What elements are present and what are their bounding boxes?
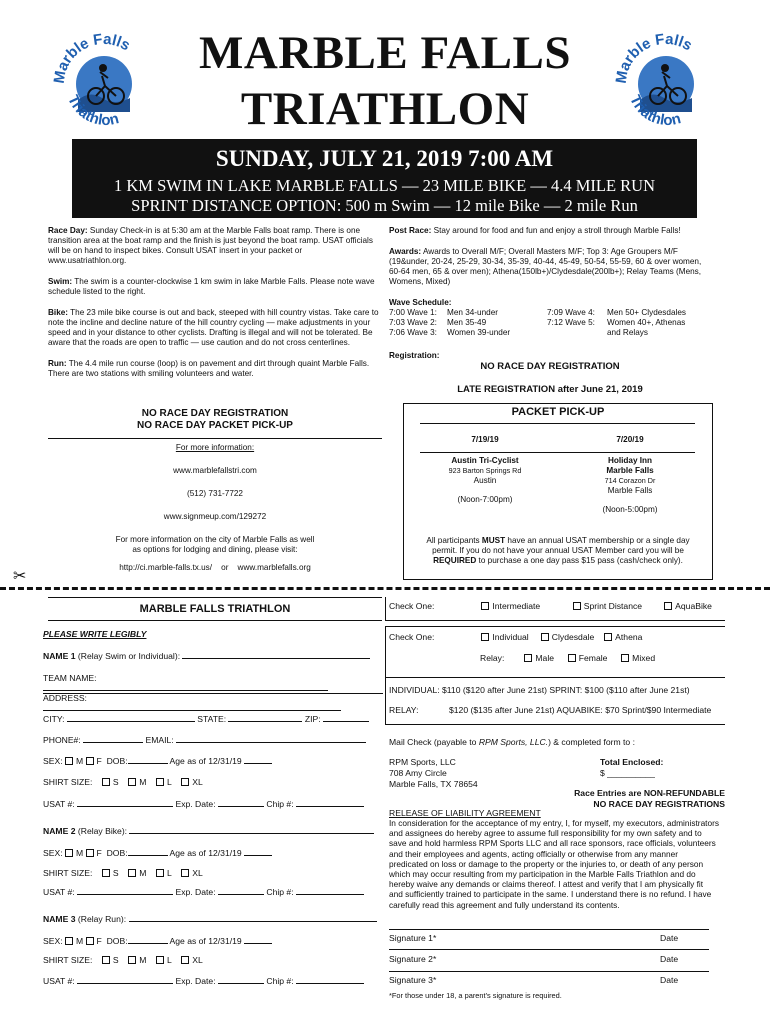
male-label: Male bbox=[535, 653, 555, 663]
usat-note-text: have an annual USAT membership or a single day bbox=[505, 536, 690, 545]
usat-note-text: All participants bbox=[426, 536, 482, 545]
shirt-xl-label: XL bbox=[192, 868, 203, 878]
shirt-s-label: S bbox=[112, 777, 119, 787]
sex-m-label: M bbox=[75, 936, 84, 946]
run-text: The 4.4 mile run course (loop) is on pavement and dirt through quaint Marble Falls. There are two stations with smiling volunteers and water. bbox=[48, 359, 370, 378]
name2-label: NAME 2 bbox=[43, 826, 76, 836]
phone-field[interactable] bbox=[83, 742, 143, 743]
chip-label: Chip #: bbox=[266, 887, 294, 897]
date-1-label: Date bbox=[660, 933, 679, 943]
email-field[interactable] bbox=[176, 742, 366, 743]
signature-2-line[interactable] bbox=[389, 949, 709, 950]
sex-m-label: M bbox=[75, 756, 84, 766]
intermediate-checkbox[interactable] bbox=[481, 602, 489, 610]
team-name-row bbox=[43, 673, 383, 693]
aquabike-label: AquaBike bbox=[675, 601, 712, 611]
more-info-heading: For more information: bbox=[175, 443, 255, 452]
no-race-day-line: NO RACE DAY REGISTRATIONS bbox=[593, 799, 725, 809]
relay-label: Relay: bbox=[480, 653, 505, 663]
usat-row-2 bbox=[43, 887, 383, 897]
zip-label: ZIP: bbox=[304, 714, 321, 724]
no-race-day-registration: NO RACE DAY REGISTRATION bbox=[141, 408, 289, 419]
usat-label: USAT #: bbox=[43, 799, 75, 809]
packet-hours-2: (Noon-5:00pm) bbox=[602, 505, 658, 514]
city-url2-link[interactable]: www.marblefalls.org bbox=[237, 563, 311, 572]
shirt-m-label: M bbox=[139, 868, 147, 878]
swim-text: The swim is a counter-clockwise 1 km swim in lake Marble Falls. Please note wave schedule listed to the right. bbox=[48, 277, 375, 296]
usat-note-text: to purchase a one day pass $15 pass (cash/check only). bbox=[476, 556, 683, 565]
packet-city-2: Marble Falls bbox=[607, 486, 653, 495]
shirt-row-3 bbox=[43, 955, 383, 965]
name2-hint: (Relay Bike): bbox=[77, 826, 128, 836]
nonrefundable-line: Race Entries are NON-REFUNDABLE bbox=[574, 788, 725, 798]
city-field[interactable] bbox=[67, 721, 195, 722]
packet-location-2b: Marble Falls bbox=[606, 466, 654, 475]
packet-location-2a: Holiday Inn bbox=[607, 456, 653, 465]
run-label: Run: bbox=[48, 359, 67, 368]
usat-label: USAT #: bbox=[43, 887, 75, 897]
packet-address-2: 714 Corazon Dr bbox=[604, 476, 656, 485]
nonrefundable-notice bbox=[520, 788, 725, 810]
usat-note-must: MUST bbox=[481, 536, 506, 545]
bike-text: The 23 mile bike course is out and back, steeped with hill country vistas. Take care to note the incline and decline nature of the hill country cycling — make adjustments in your speed and in your distance to other cyclists. Drafting is illegal and will not be tolerated. Be aware that the roads are open to traffic — use caution and do not cross centerlines. bbox=[48, 308, 379, 347]
check-one-label: Check One: bbox=[389, 601, 435, 611]
relay-fee: $120 ($135 after June 21st) AQUABIKE: $70 Sprint/$90 Intermediate bbox=[449, 705, 712, 715]
packet-date-2: 7/20/19 bbox=[616, 435, 644, 444]
aquabike-checkbox[interactable] bbox=[664, 602, 672, 610]
form-right-border bbox=[385, 626, 386, 678]
sex-f-label: F bbox=[96, 848, 102, 858]
race-info-right bbox=[389, 226, 711, 308]
wave-row bbox=[389, 318, 549, 328]
exp-field[interactable] bbox=[218, 894, 264, 895]
shirt-row-1 bbox=[43, 777, 383, 787]
shirt-l-checkbox[interactable] bbox=[156, 956, 164, 964]
female-label: Female bbox=[578, 653, 608, 663]
phone-label: PHONE#: bbox=[43, 735, 81, 745]
shirt-s-checkbox[interactable] bbox=[102, 778, 110, 786]
shirt-m-label: M bbox=[139, 955, 147, 965]
signature-3-label: Signature 3* bbox=[389, 975, 437, 985]
no-race-registration-right: NO RACE DAY REGISTRATION bbox=[480, 361, 620, 372]
athena-label: Athena bbox=[615, 632, 643, 642]
wave-row bbox=[389, 328, 549, 338]
check-one-label: Check One: bbox=[389, 632, 435, 642]
usat-note bbox=[403, 536, 713, 566]
mail-address bbox=[389, 757, 478, 790]
exp-label: Exp. Date: bbox=[175, 887, 216, 897]
chip-field[interactable] bbox=[296, 894, 364, 895]
shirt-size-label: SHIRT SIZE: bbox=[43, 777, 93, 787]
shirt-xl-checkbox[interactable] bbox=[181, 778, 189, 786]
wave-time: 7:00 Wave 1: bbox=[389, 308, 437, 317]
wave-list-left bbox=[389, 308, 549, 338]
sprint-distances: SPRINT DISTANCE OPTION: 500 m Swim — 12 mile Bike — 2 mile Run bbox=[131, 196, 638, 215]
phone-email-row bbox=[43, 735, 383, 745]
signature-1-line[interactable] bbox=[389, 929, 709, 930]
exp-label: Exp. Date: bbox=[175, 799, 216, 809]
total-enclosed-label: Total Enclosed: bbox=[600, 757, 664, 767]
sex-f-label: F bbox=[96, 756, 102, 766]
relay-row bbox=[480, 653, 730, 663]
sex-label: SEX: bbox=[43, 936, 63, 946]
svg-text:Triathlon: Triathlon bbox=[64, 92, 121, 129]
total-enclosed bbox=[600, 757, 710, 779]
female-checkbox[interactable] bbox=[568, 654, 576, 662]
packet-col-2 bbox=[565, 435, 695, 515]
svg-text:Marble Falls: Marble Falls bbox=[50, 30, 133, 85]
sex-f-checkbox[interactable] bbox=[86, 849, 94, 857]
form-right-border bbox=[385, 597, 386, 621]
mail-check-row bbox=[389, 737, 729, 747]
race-info-left bbox=[48, 226, 382, 379]
wave-time: 7:03 Wave 2: bbox=[389, 318, 437, 327]
form-right-border bbox=[385, 677, 386, 725]
dob-field[interactable] bbox=[128, 763, 168, 764]
shirt-l-label: L bbox=[166, 777, 172, 787]
awards-text: Awards to Overall M/F; Overall Masters M/F; Top 3: Age Groupers M/F (19&under, 20-24, 25-29, 30-34, 35-39, 40-44, 45-49, 50-54, 55-59, 60 & over women, 60-64 men, 65 & over men); Athena(150lb+)/Clydesdale(200lb+); Relay Teams (Mens, Womens, Mixed) bbox=[389, 247, 702, 286]
dob-label: DOB: bbox=[106, 756, 128, 766]
city-label: CITY: bbox=[43, 714, 65, 724]
wave-group: Women 39-under bbox=[447, 328, 511, 337]
sex-dob-row-1 bbox=[43, 756, 383, 766]
usat-row-1 bbox=[43, 799, 383, 809]
relay-fee-row bbox=[389, 705, 729, 715]
wave-time: 7:12 Wave 5: bbox=[547, 318, 595, 327]
total-enclosed-field[interactable]: $ __________ bbox=[600, 768, 655, 778]
divider bbox=[48, 438, 382, 439]
form-title-rule bbox=[48, 597, 382, 598]
city-url-link[interactable]: http://ci.marble-falls.tx.us/ bbox=[119, 563, 213, 572]
age-label: Age as of 12/31/19 bbox=[169, 756, 242, 766]
form-divider bbox=[385, 620, 725, 621]
mail-address-line: RPM Sports, LLC bbox=[389, 757, 456, 767]
sex-m-label: M bbox=[75, 848, 84, 858]
clydesdale-checkbox[interactable] bbox=[541, 633, 549, 641]
release-text: In consideration for the acceptance of my entry, I, for myself, my executors, administrators and assignees do hereby agree to assume full responsibility for my own safety and to save and hold harmless RPM Sports LLC and all race sponsors, race officials, volunteers and their employees and agents, acting officially or otherwise from any manner predicated on loss or damage to the property or the injuries to, or death of any person which may occur resulting from my participation in the Marble Falls Triathlon and do hereby waive any demands or claims thereof. I attest and verify that I am physically fit and sufficiently trained to participate in the same. I understand there is no refund. I have carefully read this agreement and fully understand its contents. bbox=[389, 818, 720, 910]
form-divider bbox=[385, 724, 725, 725]
state-field[interactable] bbox=[228, 721, 302, 722]
wave-row bbox=[389, 308, 549, 318]
website-link[interactable]: www.marblefallstri.com bbox=[173, 466, 257, 475]
form-divider bbox=[385, 677, 725, 678]
write-legibly: PLEASE WRITE LEGIBLY bbox=[43, 629, 147, 639]
wave-schedule-label: Wave Schedule: bbox=[389, 298, 452, 307]
shirt-s-label: S bbox=[112, 868, 119, 878]
sex-f-checkbox[interactable] bbox=[86, 937, 94, 945]
registration-label: Registration: bbox=[389, 351, 440, 360]
bike-label: Bike: bbox=[48, 308, 69, 317]
shirt-row-2 bbox=[43, 868, 383, 878]
mail-address-line: Marble Falls, TX 78654 bbox=[389, 779, 478, 789]
packet-divider bbox=[420, 423, 695, 424]
title-line-2: TRIATHLON bbox=[240, 83, 530, 135]
wave-group: and Relays bbox=[607, 328, 648, 337]
city-row bbox=[43, 714, 383, 724]
name3-label: NAME 3 bbox=[43, 914, 76, 924]
usat-field[interactable] bbox=[77, 983, 173, 984]
age-field[interactable] bbox=[244, 855, 272, 856]
relay-fee-label: RELAY: bbox=[389, 705, 419, 715]
sex-f-label: F bbox=[96, 936, 102, 946]
wave-time: 7:06 Wave 3: bbox=[389, 328, 437, 337]
svg-text:Triathlon: Triathlon bbox=[626, 92, 683, 129]
wave-list-right bbox=[547, 308, 713, 338]
name1-row bbox=[43, 651, 383, 661]
address-field[interactable] bbox=[43, 710, 341, 711]
mail-check-text: ) & completed form to : bbox=[548, 737, 635, 747]
intermediate-label: Intermediate bbox=[492, 601, 541, 611]
sprint-label: Sprint Distance bbox=[583, 601, 643, 611]
shirt-xl-label: XL bbox=[192, 777, 203, 787]
usat-field[interactable] bbox=[77, 894, 173, 895]
signature-1-label: Signature 1* bbox=[389, 933, 437, 943]
name2-field[interactable] bbox=[129, 833, 374, 834]
exp-label: Exp. Date: bbox=[175, 976, 216, 986]
release-title: RELEASE OF LIABILITY AGREEMENT bbox=[389, 808, 541, 818]
packet-col-1 bbox=[420, 435, 550, 505]
individual-fee: INDIVIDUAL: $110 ($120 after June 21st) SPRINT: $100 ($110 after June 21st) bbox=[389, 685, 690, 695]
sex-m-checkbox[interactable] bbox=[65, 849, 73, 857]
event-date: SUNDAY, JULY 21, 2019 7:00 AM bbox=[215, 146, 554, 171]
name1-field[interactable] bbox=[182, 658, 370, 659]
wave-row bbox=[547, 318, 713, 328]
mail-check-text: Mail Check (payable to bbox=[389, 737, 479, 747]
date-3-label: Date bbox=[660, 975, 679, 985]
sprint-checkbox[interactable] bbox=[573, 602, 581, 610]
wave-group: Men 35-49 bbox=[447, 318, 487, 327]
shirt-xl-checkbox[interactable] bbox=[181, 869, 189, 877]
wave-group: Men 34-under bbox=[447, 308, 498, 317]
shirt-l-label: L bbox=[166, 868, 172, 878]
svg-text:Marble Falls: Marble Falls bbox=[612, 30, 695, 85]
address-label: ADDRESS: bbox=[43, 693, 87, 703]
late-registration: LATE REGISTRATION after June 21, 2019 bbox=[457, 384, 643, 395]
name3-field[interactable] bbox=[129, 921, 377, 922]
signature-2-label: Signature 2* bbox=[389, 954, 437, 964]
form-divider bbox=[385, 626, 725, 627]
wave-row bbox=[547, 328, 713, 338]
cut-line bbox=[0, 587, 770, 590]
race-day-label: Race Day: bbox=[48, 226, 88, 235]
chip-field[interactable] bbox=[296, 806, 364, 807]
shirt-m-checkbox[interactable] bbox=[128, 956, 136, 964]
sex-m-checkbox[interactable] bbox=[65, 937, 73, 945]
shirt-m-label: M bbox=[139, 777, 147, 787]
address-row bbox=[43, 693, 383, 713]
exp-field[interactable] bbox=[218, 806, 264, 807]
shirt-l-label: L bbox=[166, 955, 172, 965]
awards-label: Awards: bbox=[389, 247, 422, 256]
phone-number: (512) 731-7722 bbox=[187, 489, 243, 498]
dob-field[interactable] bbox=[128, 943, 168, 944]
team-name-field[interactable] bbox=[43, 690, 328, 691]
packet-date-1: 7/19/19 bbox=[471, 435, 499, 444]
packet-hours-1: (Noon-7:00pm) bbox=[457, 495, 513, 504]
no-race-day-notice bbox=[48, 408, 382, 432]
packet-address-1: 923 Barton Springs Rd bbox=[448, 466, 522, 475]
date-2-label: Date bbox=[660, 954, 679, 964]
signature-3-line[interactable] bbox=[389, 971, 709, 972]
age-field[interactable] bbox=[244, 763, 272, 764]
packet-city-1: Austin bbox=[473, 476, 497, 485]
post-race-label: Post Race: bbox=[389, 226, 432, 235]
or-text: or bbox=[221, 563, 229, 572]
age-label: Age as of 12/31/19 bbox=[169, 848, 242, 858]
signup-link[interactable]: www.signmeup.com/129272 bbox=[163, 512, 267, 521]
zip-field[interactable] bbox=[323, 721, 369, 722]
packet-pickup-title: PACKET PICK-UP bbox=[511, 406, 605, 418]
parent-signature-footnote: *For those under 18, a parent’s signature is required. bbox=[389, 991, 562, 1000]
team-name-label: TEAM NAME: bbox=[43, 673, 97, 683]
sex-label: SEX: bbox=[43, 756, 63, 766]
check-one-row-1 bbox=[389, 601, 719, 611]
name1-hint: (Relay Swim or Individual): bbox=[77, 651, 181, 661]
mail-address-line: 708 Amy Circle bbox=[389, 768, 447, 778]
wave-group: Women 40+, Athenas bbox=[607, 318, 686, 327]
form-title-rule bbox=[48, 620, 382, 621]
age-field[interactable] bbox=[244, 943, 272, 944]
exp-field[interactable] bbox=[218, 983, 264, 984]
wave-row bbox=[547, 308, 713, 318]
chip-field[interactable] bbox=[296, 983, 364, 984]
shirt-s-checkbox[interactable] bbox=[102, 956, 110, 964]
sex-label: SEX: bbox=[43, 848, 63, 858]
post-race-text: Stay around for food and fun and enjoy a stroll through Marble Falls! bbox=[433, 226, 681, 235]
name3-hint: (Relay Run): bbox=[77, 914, 127, 924]
shirt-size-label: SHIRT SIZE: bbox=[43, 955, 93, 965]
shirt-xl-checkbox[interactable] bbox=[181, 956, 189, 964]
dob-label: DOB: bbox=[106, 936, 128, 946]
contact-block bbox=[48, 443, 382, 573]
shirt-m-checkbox[interactable] bbox=[128, 869, 136, 877]
race-day-text: Sunday Check-in is at 5:30 am at the Marble Falls boat ramp. There is one transition area at the boat ramp and the finish is just beyond the boat ramp. USAT officials will be on hand to inspect bikes. Consult USAT insert in your packet or www.usatriathlon.org. bbox=[48, 226, 373, 265]
dob-field[interactable] bbox=[128, 855, 168, 856]
individual-label: Individual bbox=[492, 632, 529, 642]
chip-label: Chip #: bbox=[266, 799, 294, 809]
usat-field[interactable] bbox=[77, 806, 173, 807]
usat-label: USAT #: bbox=[43, 976, 75, 986]
swim-label: Swim: bbox=[48, 277, 73, 286]
wave-time: 7:09 Wave 4: bbox=[547, 308, 595, 317]
shirt-s-label: S bbox=[112, 955, 119, 965]
shirt-l-checkbox[interactable] bbox=[156, 778, 164, 786]
athena-checkbox[interactable] bbox=[604, 633, 612, 641]
shirt-l-checkbox[interactable] bbox=[156, 869, 164, 877]
city-info-1: For more information on the city of Marble Falls as well bbox=[115, 535, 315, 544]
dob-label: DOB: bbox=[106, 848, 128, 858]
city-info-2: as options for lodging and dining, please visit: bbox=[132, 545, 298, 554]
clydesdale-label: Clydesdale bbox=[551, 632, 595, 642]
name3-row bbox=[43, 914, 383, 924]
sex-m-checkbox[interactable] bbox=[65, 757, 73, 765]
chip-label: Chip #: bbox=[266, 976, 294, 986]
packet-location-1: Austin Tri-Cyclist bbox=[451, 456, 519, 465]
sex-dob-row-3 bbox=[43, 936, 383, 946]
sex-f-checkbox[interactable] bbox=[86, 757, 94, 765]
shirt-s-checkbox[interactable] bbox=[102, 869, 110, 877]
individual-checkbox[interactable] bbox=[481, 633, 489, 641]
mail-check-payee: RPM Sports, LLC. bbox=[478, 737, 549, 747]
usat-note-required: REQUIRED bbox=[433, 556, 477, 565]
name2-row bbox=[43, 826, 383, 836]
event-distances: 1 KM SWIM IN LAKE MARBLE FALLS — 23 MILE BIKE — 4.4 MILE RUN bbox=[114, 176, 655, 195]
form-title: MARBLE FALLS TRIATHLON bbox=[139, 603, 291, 615]
email-label: EMAIL: bbox=[145, 735, 174, 745]
no-race-day-packet: NO RACE DAY PACKET PICK-UP bbox=[137, 420, 293, 431]
shirt-xl-label: XL bbox=[192, 955, 203, 965]
name1-label: NAME 1 bbox=[43, 651, 76, 661]
age-label: Age as of 12/31/19 bbox=[169, 936, 242, 946]
sex-dob-row-2 bbox=[43, 848, 383, 858]
shirt-size-label: SHIRT SIZE: bbox=[43, 868, 93, 878]
title-line-1: MARBLE FALLS bbox=[198, 27, 572, 79]
wave-group: Men 50+ Clydesdales bbox=[607, 308, 686, 317]
mixed-label: Mixed bbox=[632, 653, 656, 663]
mixed-checkbox[interactable] bbox=[621, 654, 629, 662]
shirt-m-checkbox[interactable] bbox=[128, 778, 136, 786]
usat-note-text: permit. If you do not have your annual USAT Member card you will be bbox=[432, 546, 684, 555]
usat-row-3 bbox=[43, 976, 383, 986]
check-one-row-2 bbox=[389, 632, 719, 642]
state-label: STATE: bbox=[197, 714, 227, 724]
scissors-icon: ✂ bbox=[13, 566, 27, 585]
male-checkbox[interactable] bbox=[524, 654, 532, 662]
